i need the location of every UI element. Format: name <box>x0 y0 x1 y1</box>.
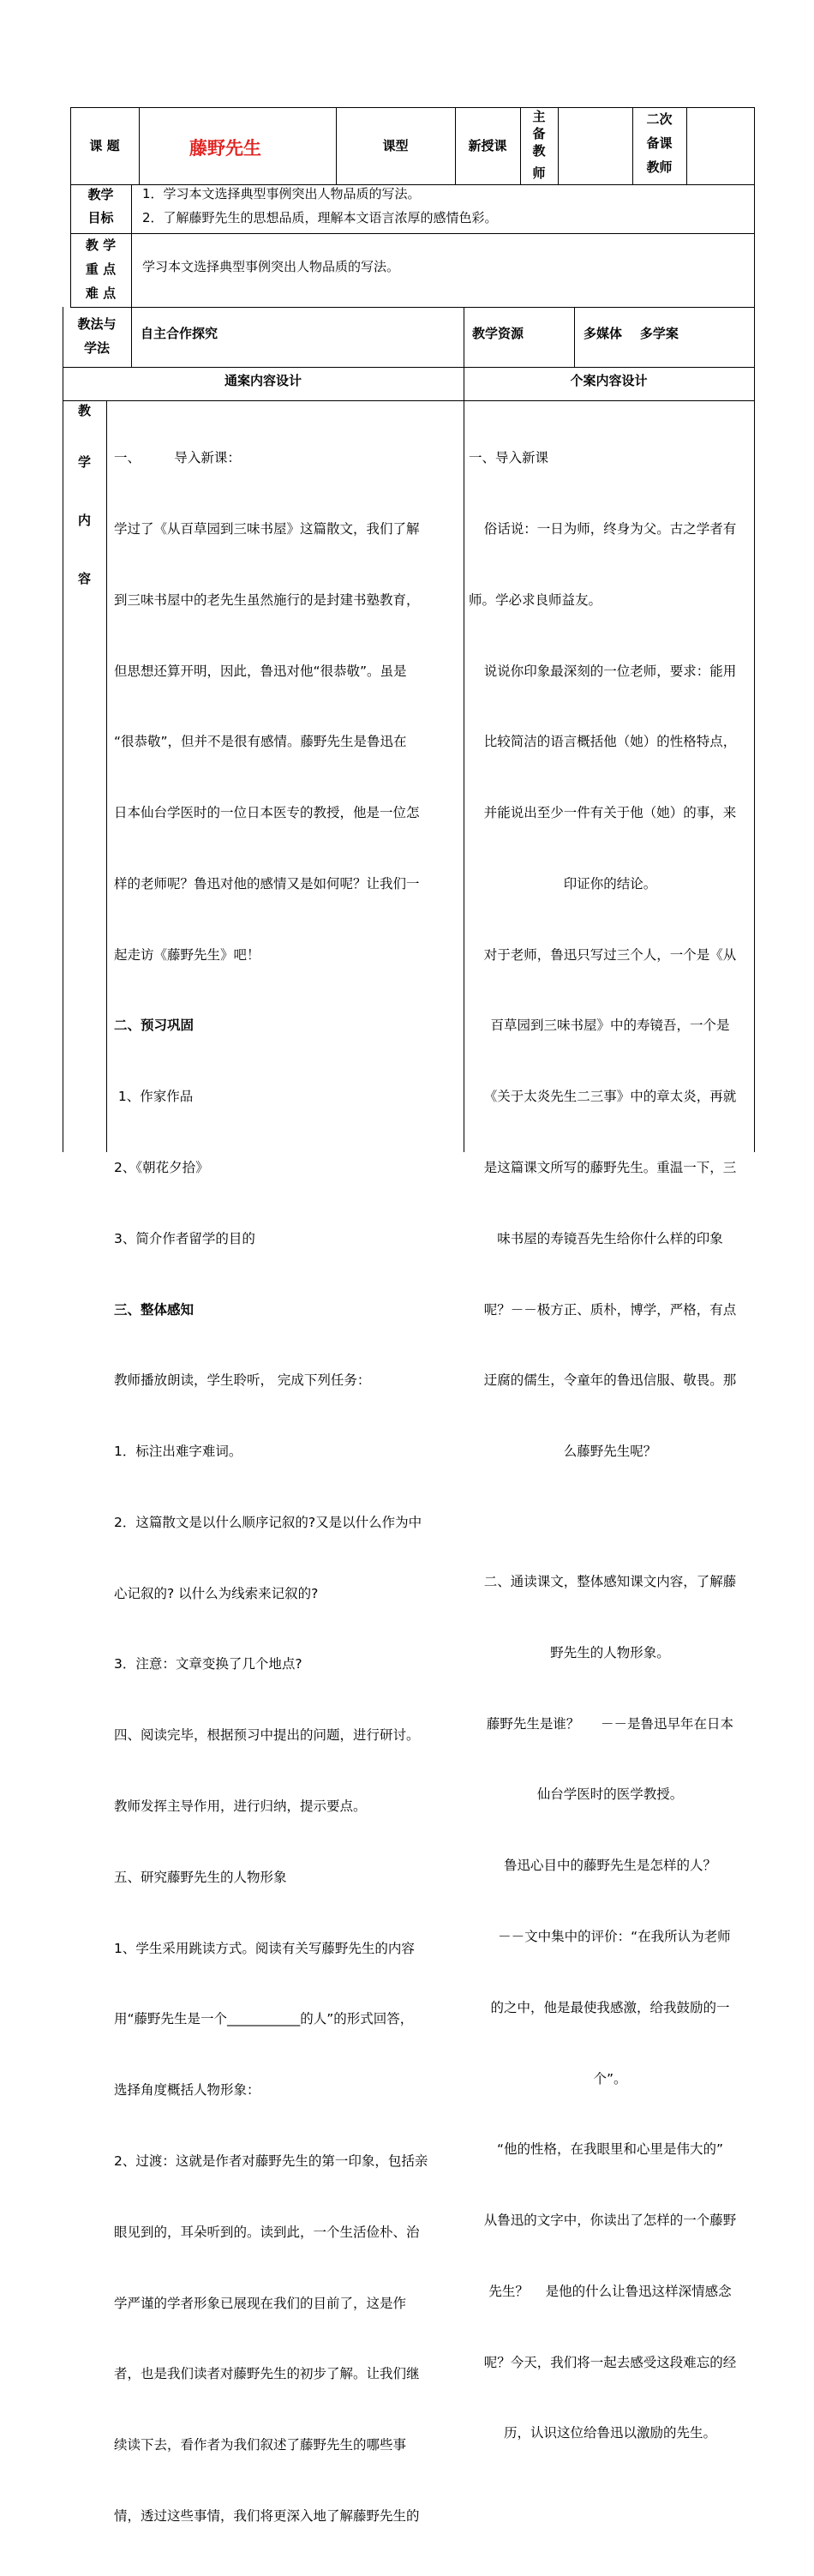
common-line: 用“藤野先生是一个___________的人”的形式回答， <box>114 2011 414 2027</box>
individual-line: 迂腐的儒生，令童年的鲁迅信服、敬畏。那 <box>483 1372 737 1389</box>
common-line: 学严谨的学者形象已展现在我们的目前了，这是作 <box>114 2295 407 2311</box>
individual-line: 的之中，他是最使我感激，给我鼓励的一 <box>490 1999 730 2015</box>
individual-line <box>469 1511 751 1523</box>
common-line: 者，也是我们读者对藤野先生的初步了解。让我们继 <box>114 2366 420 2382</box>
common-line: 到三味书屋中的老先生虽然施行的是封建书塾教育， <box>114 591 420 608</box>
common-line: 起走访《藤野先生》吧！ <box>114 946 260 963</box>
common-line: 一、 导入新课： <box>114 450 241 466</box>
individual-line: 鲁迅心目中的藤野先生是怎样的人？ <box>503 1858 716 1874</box>
individual-line: 《关于太炎先生二三事》中的章太炎，再就 <box>483 1089 737 1105</box>
topic-label: 课 题 <box>89 138 120 153</box>
goal-item-1: 1．学习本文选择典型事例突出人物品质的写法。 <box>142 186 421 201</box>
key-points-label: 教 学 重 点 难 点 <box>85 237 117 301</box>
rule-header-c5 <box>558 107 559 184</box>
common-line: 2．这篇散文是以什么顺序记叙的?又是以什么作为中 <box>114 1514 422 1530</box>
common-heading: 二、预习巩固 <box>114 1018 195 1034</box>
common-content <box>114 399 460 2576</box>
rule-mid-label <box>131 184 132 367</box>
individual-line: 百草园到三味书屋》中的寿镜吾，一个是 <box>490 1018 730 1034</box>
individual-line: 是这篇课文所写的藤野先生。重温一下，三 <box>483 1160 737 1175</box>
individual-line: 比较简洁的语言概括他（她）的性格特点， <box>483 734 737 750</box>
individual-line: 么藤野先生呢？ <box>563 1444 657 1460</box>
type-value: 新授课 <box>468 138 507 153</box>
individual-line: 呢？今天，我们将一起去感受这段难忘的经 <box>483 2354 737 2370</box>
individual-design-header: 个案内容设计 <box>570 373 648 388</box>
rule-right <box>754 107 755 1152</box>
common-line: 2、过渡：这就是作者对藤野先生的第一印象，包括亲 <box>114 2153 428 2169</box>
type-label: 课型 <box>382 138 409 153</box>
individual-line: 先生？ 是他的什么让鲁迅这样深情感念 <box>488 2283 732 2299</box>
methods-label: 教法与 学法 <box>77 316 117 356</box>
common-line: 眼见到的，耳朵听到的。读到此，一个生活俭朴、治 <box>114 2224 420 2240</box>
common-line: 情，透过这些事情，我们将更深入地了解藤野先生的 <box>114 2507 420 2524</box>
individual-line: 呢？－－极方正、质朴，博学，严格，有点 <box>483 1301 737 1318</box>
common-line: 教师播放朗读，学生聆听， 完成下列任务： <box>114 1372 371 1389</box>
goal-item-2: 2．了解藤野先生的思想品质，理解本文语言浓厚的感情色彩。 <box>142 210 498 225</box>
rule-keypoints-bottom <box>70 307 755 308</box>
common-line: 四、阅读完毕，根据预习中提出的问题，进行研讨。 <box>114 1727 420 1744</box>
common-design-header: 通案内容设计 <box>224 373 302 388</box>
rule-side-label <box>106 400 107 1152</box>
individual-line: 师。学必求良师益友。 <box>469 591 602 608</box>
individual-line: 个”。 <box>593 2070 627 2087</box>
individual-line: 并能说出至少一件有关于他（她）的事，来 <box>483 805 737 821</box>
individual-line: 二、通读课文，整体感知课文内容，了解藤 <box>483 1574 737 1590</box>
methods-value: 自主合作探究 <box>141 326 218 341</box>
resource-value: 多媒体 多学案 <box>584 326 679 341</box>
rule-methods-c3 <box>574 307 575 367</box>
individual-line: 印证你的结论。 <box>563 875 657 892</box>
content-side-label: 教 学 内 容 <box>77 403 91 586</box>
individual-line: 俗话说：一日为师，终身为父。古之学者有 <box>483 520 737 537</box>
individual-line: 对于老师，鲁迅只写过三个人，一个是《从 <box>483 946 737 963</box>
rule-methods-bottom <box>63 367 755 368</box>
main-teacher-label: 主 备 教 师 <box>532 109 546 181</box>
common-line: 1、学生采用跳读方式。阅读有关写藤野先生的内容 <box>114 1940 415 1956</box>
individual-content <box>469 399 751 2493</box>
resource-label: 教学资源 <box>472 326 524 341</box>
individual-line: 野先生的人物形象。 <box>550 1644 670 1660</box>
individual-line: 一、导入新课 <box>469 450 549 466</box>
second-teacher-label: 二次 备课 教师 <box>646 111 673 175</box>
individual-line: 说说你印象最深刻的一位老师，要求：能用 <box>483 663 737 679</box>
common-line: 但思想还算开明，因此，鲁迅对他“很恭敬”。虽是 <box>114 663 407 679</box>
common-line: 样的老师呢？鲁迅对他的感情又是如何呢？让我们一 <box>114 875 420 892</box>
lesson-title: 藤野先生 <box>189 138 261 159</box>
individual-line: 藤野先生是谁？ －－是鲁迅早年在日本 <box>486 1715 734 1732</box>
common-line: 2、《朝花夕拾》 <box>114 1160 209 1175</box>
individual-line: 历，认识这位给鲁迅以激励的先生。 <box>503 2425 716 2441</box>
common-line: 1、作家作品 <box>114 1089 194 1105</box>
rule-header-c7 <box>686 107 687 184</box>
rule-goals-bottom <box>70 233 755 234</box>
common-line: 1．标注出难字难词。 <box>114 1444 242 1460</box>
common-line: 选择角度概括人物形象： <box>114 2082 260 2099</box>
key-points-text: 学习本文选择典型事例突出人物品质的写法。 <box>142 259 400 274</box>
common-line: 学过了《从百草园到三味书屋》这篇散文，我们了解 <box>114 520 420 537</box>
goals-label: 教学 目标 <box>87 187 114 225</box>
common-line: 心记叙的? 以什么为线索来记叙的? <box>114 1585 319 1601</box>
common-line: 日本仙台学医时的一位日本医专的教授，他是一位怎 <box>114 805 420 821</box>
individual-line: “他的性格，在我眼里和心里是伟大的” <box>496 2141 724 2158</box>
individual-line: 味书屋的寿镜吾先生给你什么样的印象 <box>497 1230 723 1246</box>
common-line: 续读下去，看作者为我们叙述了藤野先生的哪些事 <box>114 2437 407 2453</box>
individual-line: 仙台学医时的医学教授。 <box>536 1786 684 1803</box>
common-line: 教师发挥主导作用，进行归纳，提示要点。 <box>114 1798 367 1815</box>
common-line: 3．注意：文章变换了几个地点? <box>114 1656 302 1672</box>
common-heading: 三、整体感知 <box>114 1301 195 1318</box>
common-line: “很恭敬”，但并不是很有感情。藤野先生是鲁迅在 <box>114 734 407 750</box>
common-line: 3、简介作者留学的目的 <box>114 1230 255 1246</box>
individual-line: 从鲁迅的文字中，你读出了怎样的一个藤野 <box>483 2213 737 2229</box>
common-line: 五、研究藤野先生的人物形象 <box>114 1869 287 1885</box>
individual-line: －－文中集中的评价：“在我所认为老师 <box>489 1929 731 1944</box>
